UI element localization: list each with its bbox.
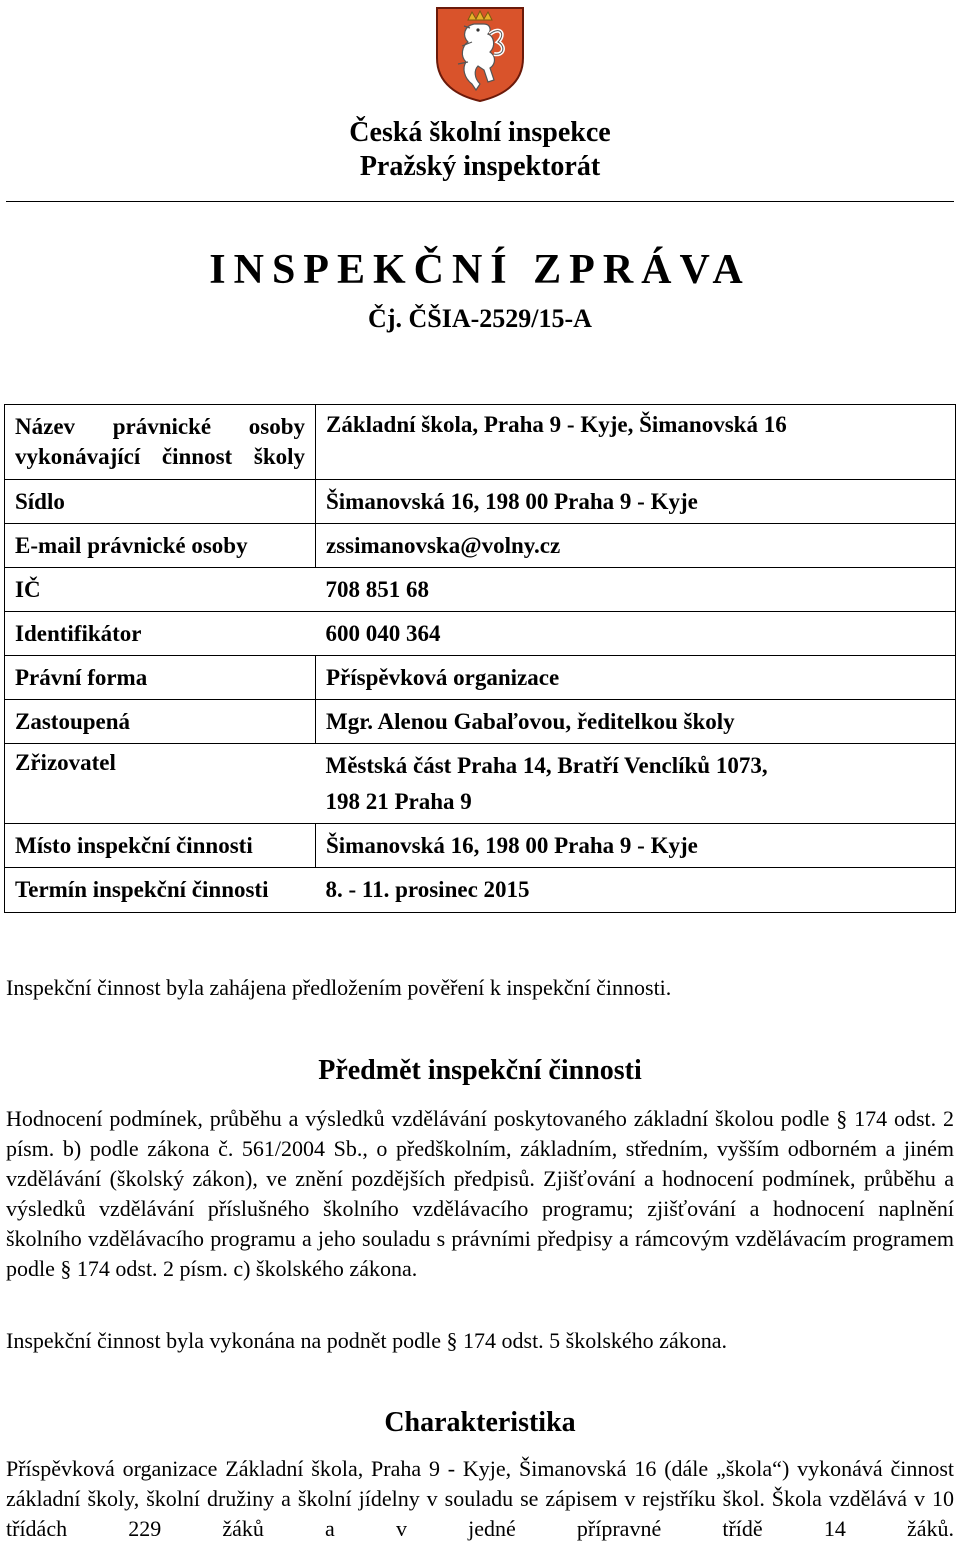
seat-label: Sídlo [5, 480, 316, 524]
name-label: Název právnické osoby vykonávající činnost školy [5, 405, 316, 480]
legal-form-value: Příspěvková organizace [316, 656, 956, 700]
inspectorate-region: Pražský inspektorát [359, 151, 601, 182]
table-row [5, 744, 956, 824]
identifier-value: 600 040 364 [316, 612, 956, 656]
term-label: Termín inspekční činnosti [5, 868, 316, 913]
table-row [5, 568, 956, 612]
founder-label: Zřizovatel [5, 744, 316, 824]
term-value: 8. - 11. prosinec 2015 [316, 868, 956, 913]
subject-paragraph-2: Inspekční činnost byla vykonána na podnět podle § 174 odst. 5 školského zákona. [6, 1328, 727, 1353]
school-info-table [4, 404, 956, 913]
subject-heading: Předmět inspekční činnosti [318, 1055, 642, 1086]
founder-value-line1: Městská část Praha 14, Bratří Venclíků 1073, [325, 753, 768, 778]
intro-paragraph: Inspekční činnost byla zahájena předložením pověření k inspekční činnosti. [6, 975, 672, 1000]
inspectorate-name: Česká školní inspekce [349, 117, 611, 148]
header-divider [6, 201, 954, 202]
founder-value-line2: 198 21 Praha 9 [325, 789, 472, 814]
ic-value: 708 851 68 [316, 568, 956, 612]
founder-value [316, 744, 956, 824]
characteristics-heading: Charakteristika [384, 1407, 576, 1438]
table-row [5, 656, 956, 700]
represented-label: Zastoupená [5, 700, 316, 744]
table-row [5, 612, 956, 656]
table-row [5, 868, 956, 913]
table-row [5, 524, 956, 568]
email-label: E-mail právnické osoby [5, 524, 316, 568]
table-row [5, 480, 956, 524]
represented-value: Mgr. Alenou Gabaľovou, ředitelkou školy [316, 700, 956, 744]
place-value: Šimanovská 16, 198 00 Praha 9 - Kyje [316, 824, 956, 868]
email-value: zssimanovska@volny.cz [316, 524, 956, 568]
subject-paragraph: Hodnocení podmínek, průběhu a výsledků vzdělávání poskytovaného základní školou podle § 174 odst. 2 písm. b) podle zákona č. 561/2004 Sb., o předškolním, základním, středním, vyšším odborném a jiném vzdělávání (školský zákon), ve znění pozdějších předpisů. Zjišťování a hodnocení podmínek, průběhu a výsledků vzdělávání příslušného školního vzdělávacího programu; zjišťování a hodnocení naplnění školního vzdělávacího programu a jeho souladu s právními předpisy a rámcovým vzdělávacím programem podle § 174 odst. 2 písm. c) školského zákona. [6, 1106, 954, 1281]
czech-lion-coat-of-arms-icon [434, 6, 526, 102]
reference-number: Čj. ČŠIA-2529/15-A [368, 304, 592, 333]
characteristics-paragraph: Příspěvková organizace Základní škola, Praha 9 - Kyje, Šimanovská 16 (dále „škola“) vykonává činnost základní školy, školní družiny a školní jídelny v souladu se zápisem v rejstříku škol. Škola vzdělává v 10 třídách 229 žáků a v jedné přípravné třídě 14 žáků. [6, 1456, 954, 1541]
report-title: INSPEKČNÍ ZPRÁVA [209, 247, 751, 293]
ic-label: IČ [5, 568, 316, 612]
table-row [5, 700, 956, 744]
table-row [5, 405, 956, 480]
seat-value: Šimanovská 16, 198 00 Praha 9 - Kyje [316, 480, 956, 524]
table-row [5, 824, 956, 868]
identifier-label: Identifikátor [5, 612, 316, 656]
legal-form-label: Právní forma [5, 656, 316, 700]
name-value: Základní škola, Praha 9 - Kyje, Šimanovská 16 [316, 405, 956, 480]
place-label: Místo inspekční činnosti [5, 824, 316, 868]
